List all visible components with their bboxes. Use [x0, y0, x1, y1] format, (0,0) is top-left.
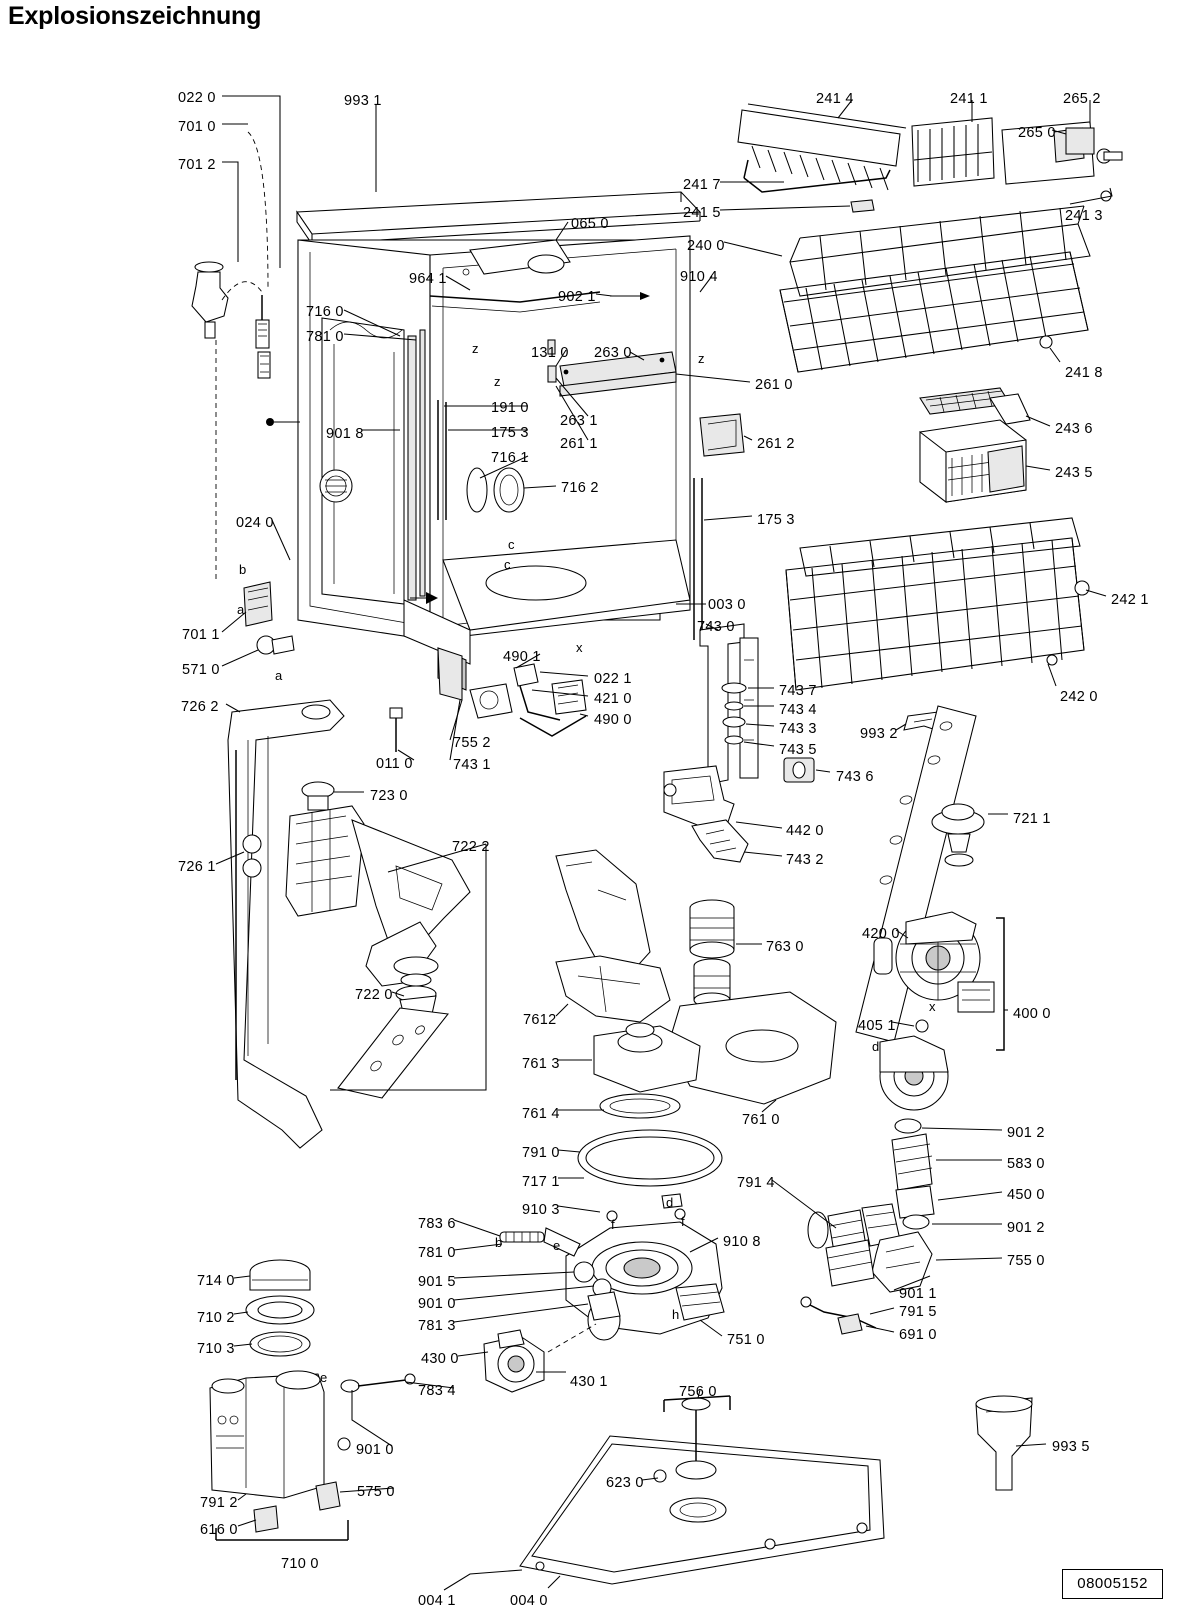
- reference-mark: a: [275, 668, 283, 683]
- reference-mark: b: [495, 1235, 503, 1250]
- part-number-label: 714 0: [197, 1273, 235, 1289]
- part-number-label: 781 3: [418, 1318, 456, 1334]
- upper-basket-group: [738, 104, 1122, 690]
- part-number-label: 691 0: [899, 1327, 937, 1343]
- reference-mark: x: [929, 999, 936, 1014]
- part-number-label: 751 0: [727, 1332, 765, 1348]
- part-number-label: 575 0: [357, 1484, 395, 1500]
- part-number-label: 791 2: [200, 1495, 238, 1511]
- part-number-label: 743 4: [779, 702, 817, 718]
- part-number-label: 175 3: [491, 425, 529, 441]
- part-number-label: 743 6: [836, 769, 874, 785]
- part-number-label: 241 5: [683, 205, 721, 221]
- part-number-label: 902 1: [558, 289, 596, 305]
- part-number-label: 791 5: [899, 1304, 937, 1320]
- reference-mark: z: [698, 351, 705, 366]
- part-number-label: 430 0: [421, 1351, 459, 1367]
- part-number-label: 910 8: [723, 1234, 761, 1250]
- part-number-label: 901 0: [356, 1442, 394, 1458]
- part-number-label: 583 0: [1007, 1156, 1045, 1172]
- part-number-label: 421 0: [594, 691, 632, 707]
- part-number-label: 743 0: [697, 619, 735, 635]
- part-number-label: 901 0: [418, 1296, 456, 1312]
- part-number-label: 910 4: [680, 269, 718, 285]
- cabinet-group: [297, 192, 744, 690]
- part-number-label: 716 0: [306, 304, 344, 320]
- part-number-label: 791 4: [737, 1175, 775, 1191]
- part-number-label: 265 0: [1018, 125, 1056, 141]
- part-number-label: 901 5: [418, 1274, 456, 1290]
- part-number-label: 761 3: [522, 1056, 560, 1072]
- part-number-label: 240 0: [687, 238, 725, 254]
- part-number-label: 743 2: [786, 852, 824, 868]
- part-number-label: 726 2: [181, 699, 219, 715]
- part-number-label: 175 3: [757, 512, 795, 528]
- part-number-label: 722 2: [452, 839, 490, 855]
- reference-mark: a: [237, 602, 245, 617]
- part-number-label: 791 0: [522, 1145, 560, 1161]
- part-number-label: 623 0: [606, 1475, 644, 1491]
- part-number-label: 755 0: [1007, 1253, 1045, 1269]
- page-title: Explosionszeichnung: [8, 2, 262, 30]
- reference-mark: z: [494, 374, 501, 389]
- part-number-label: 241 4: [816, 91, 854, 107]
- part-number-label: 761 0: [742, 1112, 780, 1128]
- part-number-label: 763 0: [766, 939, 804, 955]
- part-number-label: 490 0: [594, 712, 632, 728]
- base-tray-group: [520, 1396, 884, 1584]
- part-number-label: 783 4: [418, 1383, 456, 1399]
- reference-mark: c: [508, 537, 515, 552]
- part-number-label: 191 0: [491, 400, 529, 416]
- part-number-label: 726 1: [178, 859, 216, 875]
- part-number-label: 430 1: [570, 1374, 608, 1390]
- part-number-label: 901 8: [326, 426, 364, 442]
- part-number-label: 022 1: [594, 671, 632, 687]
- part-number-label: 490 1: [503, 649, 541, 665]
- part-number-label: 616 0: [200, 1522, 238, 1538]
- part-number-label: 721 1: [1013, 811, 1051, 827]
- part-number-label: 131 0: [531, 345, 569, 361]
- part-number-label: 004 1: [418, 1593, 456, 1609]
- part-number-label: 743 5: [779, 742, 817, 758]
- part-number-label: 450 0: [1007, 1187, 1045, 1203]
- part-number-label: 261 1: [560, 436, 598, 452]
- reference-mark: f: [681, 1214, 685, 1229]
- part-number-label: 022 0: [178, 90, 216, 106]
- part-number-label: 242 0: [1060, 689, 1098, 705]
- part-number-label: 722 0: [355, 987, 393, 1003]
- part-number-label: 783 6: [418, 1216, 456, 1232]
- part-number-label: 761 4: [522, 1106, 560, 1122]
- part-number-label: 261 2: [757, 436, 795, 452]
- part-number-label: 716 1: [491, 450, 529, 466]
- part-number-label: 743 7: [779, 683, 817, 699]
- part-number-label: 710 0: [281, 1556, 319, 1572]
- part-number-label: 442 0: [786, 823, 824, 839]
- part-number-label: 241 3: [1065, 208, 1103, 224]
- part-number-label: 710 2: [197, 1310, 235, 1326]
- part-number-label: 781 0: [418, 1245, 456, 1261]
- part-number-label: 065 0: [571, 216, 609, 232]
- part-number-label: 011 0: [376, 756, 413, 772]
- reference-mark: d: [666, 1195, 674, 1210]
- part-number-label: 003 0: [708, 597, 746, 613]
- part-number-label: 755 2: [453, 735, 491, 751]
- reference-mark: h: [672, 1307, 680, 1322]
- part-number-label: 405 1: [858, 1018, 896, 1034]
- part-number-label: 243 6: [1055, 421, 1093, 437]
- reference-mark: f: [611, 1217, 615, 1232]
- part-number-label: 993 1: [344, 93, 382, 109]
- part-number-label: 993 5: [1052, 1439, 1090, 1455]
- part-number-label: 241 8: [1065, 365, 1103, 381]
- reference-mark: x: [576, 640, 583, 655]
- drawing-code-box: 08005152: [1062, 1569, 1163, 1599]
- reference-mark: b: [239, 562, 247, 577]
- part-number-label: 723 0: [370, 788, 408, 804]
- part-number-label: 716 2: [561, 480, 599, 496]
- part-number-label: 964 1: [409, 271, 447, 287]
- part-number-label: 901 2: [1007, 1220, 1045, 1236]
- part-number-label: 901 2: [1007, 1125, 1045, 1141]
- part-number-label: 263 1: [560, 413, 598, 429]
- reference-mark: e: [320, 1370, 328, 1385]
- part-number-label: 400 0: [1013, 1006, 1051, 1022]
- part-number-label: 571 0: [182, 662, 220, 678]
- part-number-label: 241 1: [950, 91, 988, 107]
- part-number-label: 024 0: [236, 515, 274, 531]
- part-number-label: 910 3: [522, 1202, 560, 1218]
- part-number-label: 756 0: [679, 1384, 717, 1400]
- funnel-group: [976, 1396, 1032, 1490]
- part-number-label: 420 0: [862, 926, 900, 942]
- part-number-label: 743 3: [779, 721, 817, 737]
- reference-mark: z: [472, 341, 479, 356]
- sump-filter-group: [556, 850, 836, 1118]
- side-duct-group: [228, 700, 344, 1148]
- reference-mark: d: [872, 1039, 880, 1054]
- part-number-label: 701 0: [178, 119, 216, 135]
- part-number-label: 901 1: [899, 1286, 937, 1302]
- part-number-label: 265 2: [1063, 91, 1101, 107]
- reference-mark: c: [504, 557, 511, 572]
- heater-hose-group: [808, 1119, 934, 1292]
- part-number-label: 241 7: [683, 177, 721, 193]
- part-number-label: 243 5: [1055, 465, 1093, 481]
- part-number-label: 993 2: [860, 726, 898, 742]
- part-number-label: 263 0: [594, 345, 632, 361]
- part-number-label: 242 1: [1111, 592, 1149, 608]
- part-number-label: 743 1: [453, 757, 491, 773]
- part-number-label: 701 1: [182, 627, 220, 643]
- part-number-label: 717 1: [522, 1174, 560, 1190]
- part-number-label: 261 0: [755, 377, 793, 393]
- part-number-label: 781 0: [306, 329, 344, 345]
- part-number-label: 004 0: [510, 1593, 548, 1609]
- part-number-label: 701 2: [178, 157, 216, 173]
- part-number-label: 710 3: [197, 1341, 235, 1357]
- reference-mark: e: [553, 1238, 561, 1253]
- part-number-label: 7612: [523, 1012, 557, 1028]
